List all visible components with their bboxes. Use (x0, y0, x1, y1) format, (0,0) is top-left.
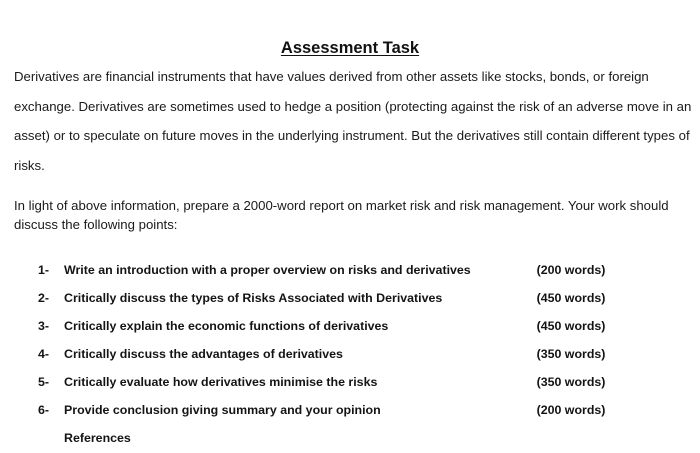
task-list (0, 259, 700, 427)
prompt-paragraph: In light of above information, prepare a 2000-word report on market risk and risk management. Your work should discuss the following points: (14, 198, 669, 232)
task-number: 5- (38, 375, 50, 389)
intro-paragraph: Derivatives are financial instruments that have values derived from other assets like stocks, bonds, or foreign exchange. Derivatives are sometimes used to hedge a position (protecting against the risk of an adverse move in an asset) or to speculate on future moves in the underlying instrument. But the derivatives still contain different types of risks. (14, 69, 692, 173)
task-word-count: (350 words) (536, 375, 606, 389)
references-heading: References (64, 431, 131, 445)
task-number: 4- (38, 347, 50, 361)
task-item (0, 371, 700, 399)
task-item (0, 259, 700, 287)
task-word-count: (350 words) (536, 347, 606, 361)
task-number: 3- (38, 319, 50, 333)
task-item (0, 287, 700, 315)
task-text: Provide conclusion giving summary and your opinion (64, 403, 381, 417)
task-word-count: (200 words) (536, 263, 606, 277)
task-text: Critically evaluate how derivatives minimise the risks (64, 375, 378, 389)
page-title: Assessment Task (280, 39, 420, 57)
task-text: Critically discuss the types of Risks Associated with Derivatives (64, 291, 443, 305)
task-number: 1- (38, 263, 50, 277)
task-item (0, 343, 700, 371)
task-word-count: (450 words) (536, 319, 606, 333)
task-item (0, 399, 700, 427)
task-item (0, 315, 700, 343)
task-text: Write an introduction with a proper overview on risks and derivatives (64, 263, 471, 277)
task-number: 6- (38, 403, 50, 417)
task-word-count: (450 words) (536, 291, 606, 305)
task-number: 2- (38, 291, 50, 305)
task-text: Critically discuss the advantages of derivatives (64, 347, 343, 361)
task-text: Critically explain the economic functions of derivatives (64, 319, 389, 333)
task-word-count: (200 words) (536, 403, 606, 417)
